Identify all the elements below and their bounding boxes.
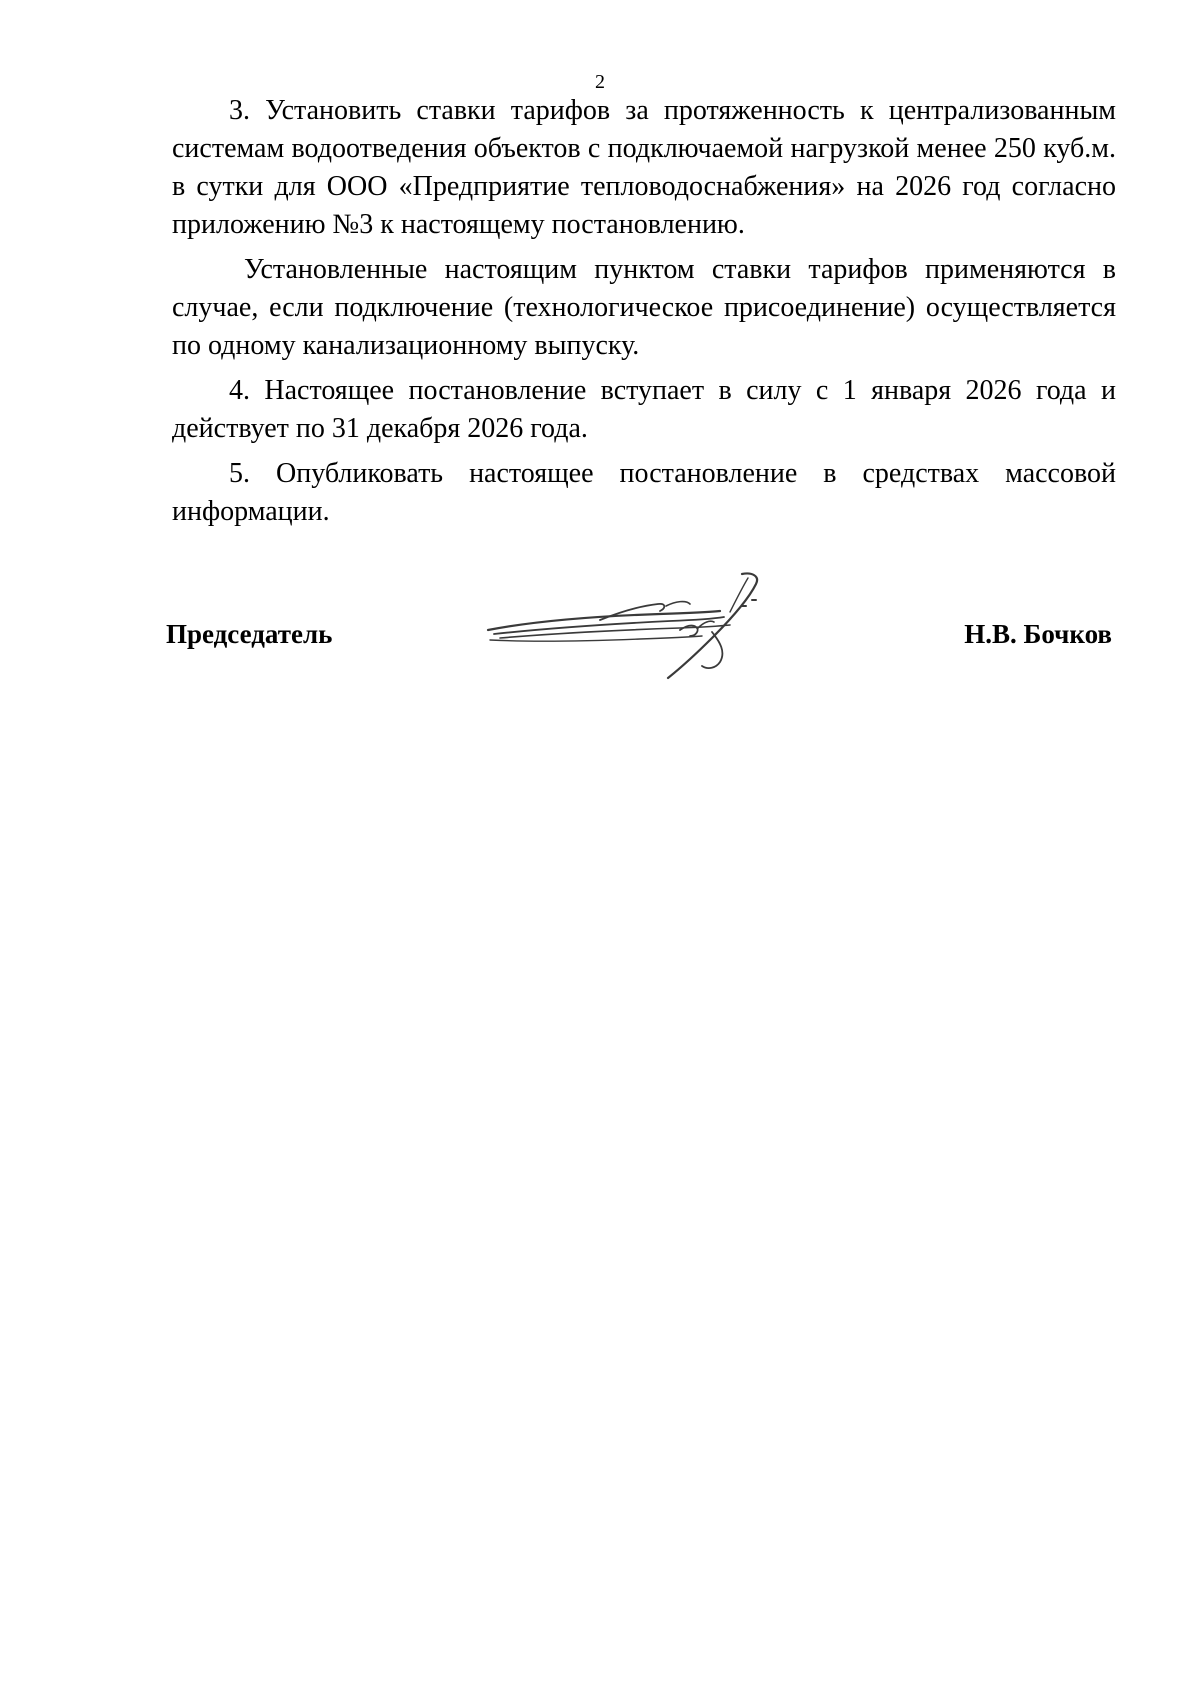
signatory-role: Председатель xyxy=(166,619,333,649)
paragraph-item-5: 5. Опубликовать настоящее постановление в средствах массовой информации. xyxy=(172,458,1116,527)
paragraph-item-4: 4. Настоящее постановление вступает в силу с 1 января 2026 года и действует по 31 декабря 2026 года. xyxy=(172,375,1116,444)
document-body xyxy=(172,92,1116,531)
signature-block xyxy=(0,570,1200,680)
paragraph-item-3: 3. Установить ставки тарифов за протяженность к централизованным системам водоотведения объектов с подключаемой нагрузкой менее 250 куб.м. в сутки для ООО «Предприятие тепловодоснабжения» на 2026 год согласно приложению №3 к настоящему постановлению. xyxy=(172,95,1116,240)
handwritten-signature-icon xyxy=(480,570,800,680)
signatory-name: Н.В. Бочков xyxy=(964,619,1112,649)
page-number: 2 xyxy=(595,71,605,93)
paragraph-item-3-note: Установленные настоящим пунктом ставки тарифов применяются в случае, если подключение (технологическое присоединение) осуществляется по одному канализационному выпуску. xyxy=(172,254,1116,361)
